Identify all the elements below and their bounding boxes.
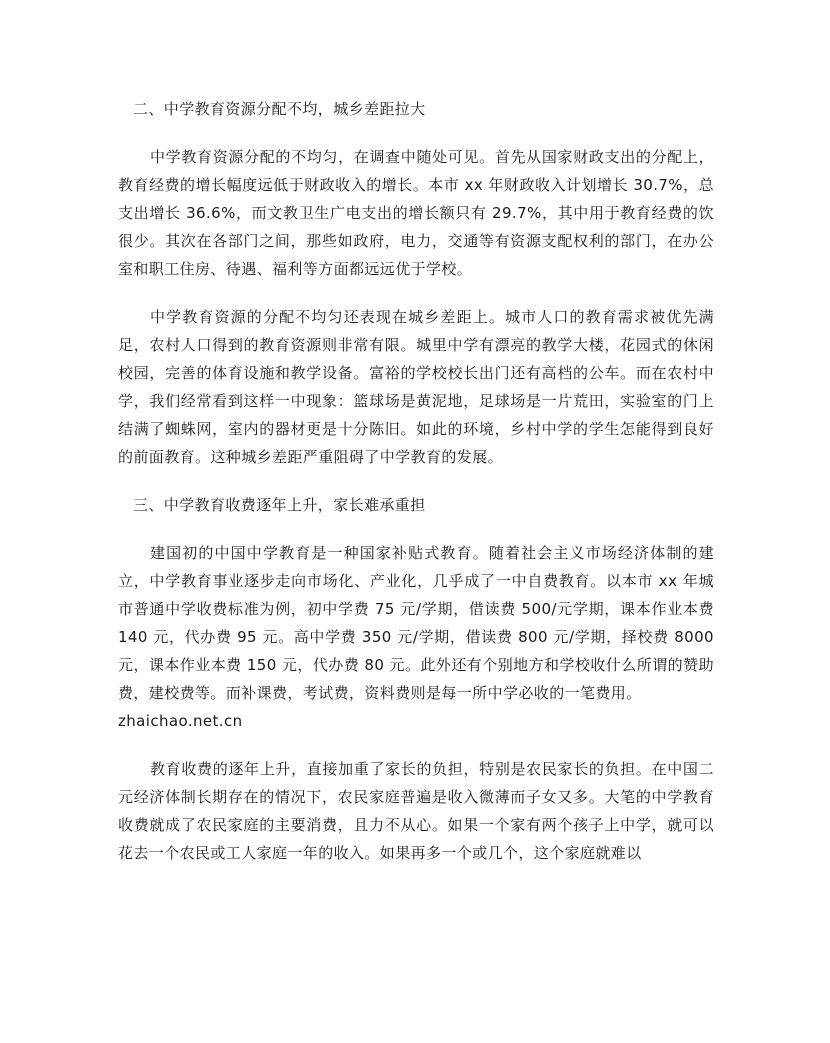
paragraph-family-burden: 教育收费的逐年上升，直接加重了家长的负担，特别是农民家长的负担。在中国二元经济体制长期存在的情况下，农民家庭普遍是收入微薄而子女又多。大笔的中学教育收费就成了农民家庭的主要消费，且力不从心。如果一个家有两个孩子上中学，就可以花去一个农民或工人家庭一年的收入。如果再多一个或几个，这个家庭就难以: [118, 760, 714, 862]
document-body: [118, 95, 714, 887]
source-url-text: zhaichao.net.cn: [118, 712, 243, 730]
paragraph-fee-standards: 建国初的中国中学教育是一种国家补贴式教育。随着社会主义市场经济体制的建立，中学教育事业逐步走向市场化、产业化，几乎成了一中自费教育。以本市 xx 年城市普通中学收费标准为例，初中学费 75 元/学期，借读费 500/元学期，课本作业本费 140 元，代办费 95 元。高中学费 350 元/学期，借读费 800 元/学期，择校费 8000元，课本作业本费 150 元，代办费 80 元。此外还有个别地方和学校收什么所谓的赞助费，建校费等。而补课费，考试费，资料费则是每一所中学必收的一笔费用。: [118, 544, 714, 702]
section-heading-resource-allocation: 二、中学教育资源分配不均，城乡差距拉大: [133, 100, 426, 118]
paragraph-urban-rural-gap: 中学教育资源的分配不均匀还表现在城乡差距上。城市人口的教育需求被优先满足，农村人口得到的教育资源则非常有限。城里中学有漂亮的教学大楼，花园式的休闲校园，完善的体育设施和教学设备。富裕的学校校长出门还有高档的公车。而在农村中学，我们经常看到这样一中现象：篮球场是黄泥地，足球场是一片荒田，实验室的门上结满了蜘蛛网，室内的器材更是十分陈旧。如此的环境，乡村中学的学生怎能得到良好的前面教育。这种城乡差距严重阻碍了中学教育的发展。: [118, 308, 714, 466]
section-heading-rising-fees: 三、中学教育收费逐年上升，家长难承重担: [133, 496, 426, 514]
paragraph-funding-growth: 中学教育资源分配的不均匀，在调查中随处可见。首先从国家财政支出的分配上，教育经费的增长幅度远低于财政收入的增长。本市 xx 年财政收入计划增长 30.7%，总支出增长 36.6%，而文教卫生广电支出的增长额只有 29.7%，其中用于教育经费的饮很少。其次在各部门之间，那些如政府，电力，交通等有资源支配权利的部门，在办公室和职工住房、待遇、福利等方面都远远优于学校。: [118, 148, 714, 278]
